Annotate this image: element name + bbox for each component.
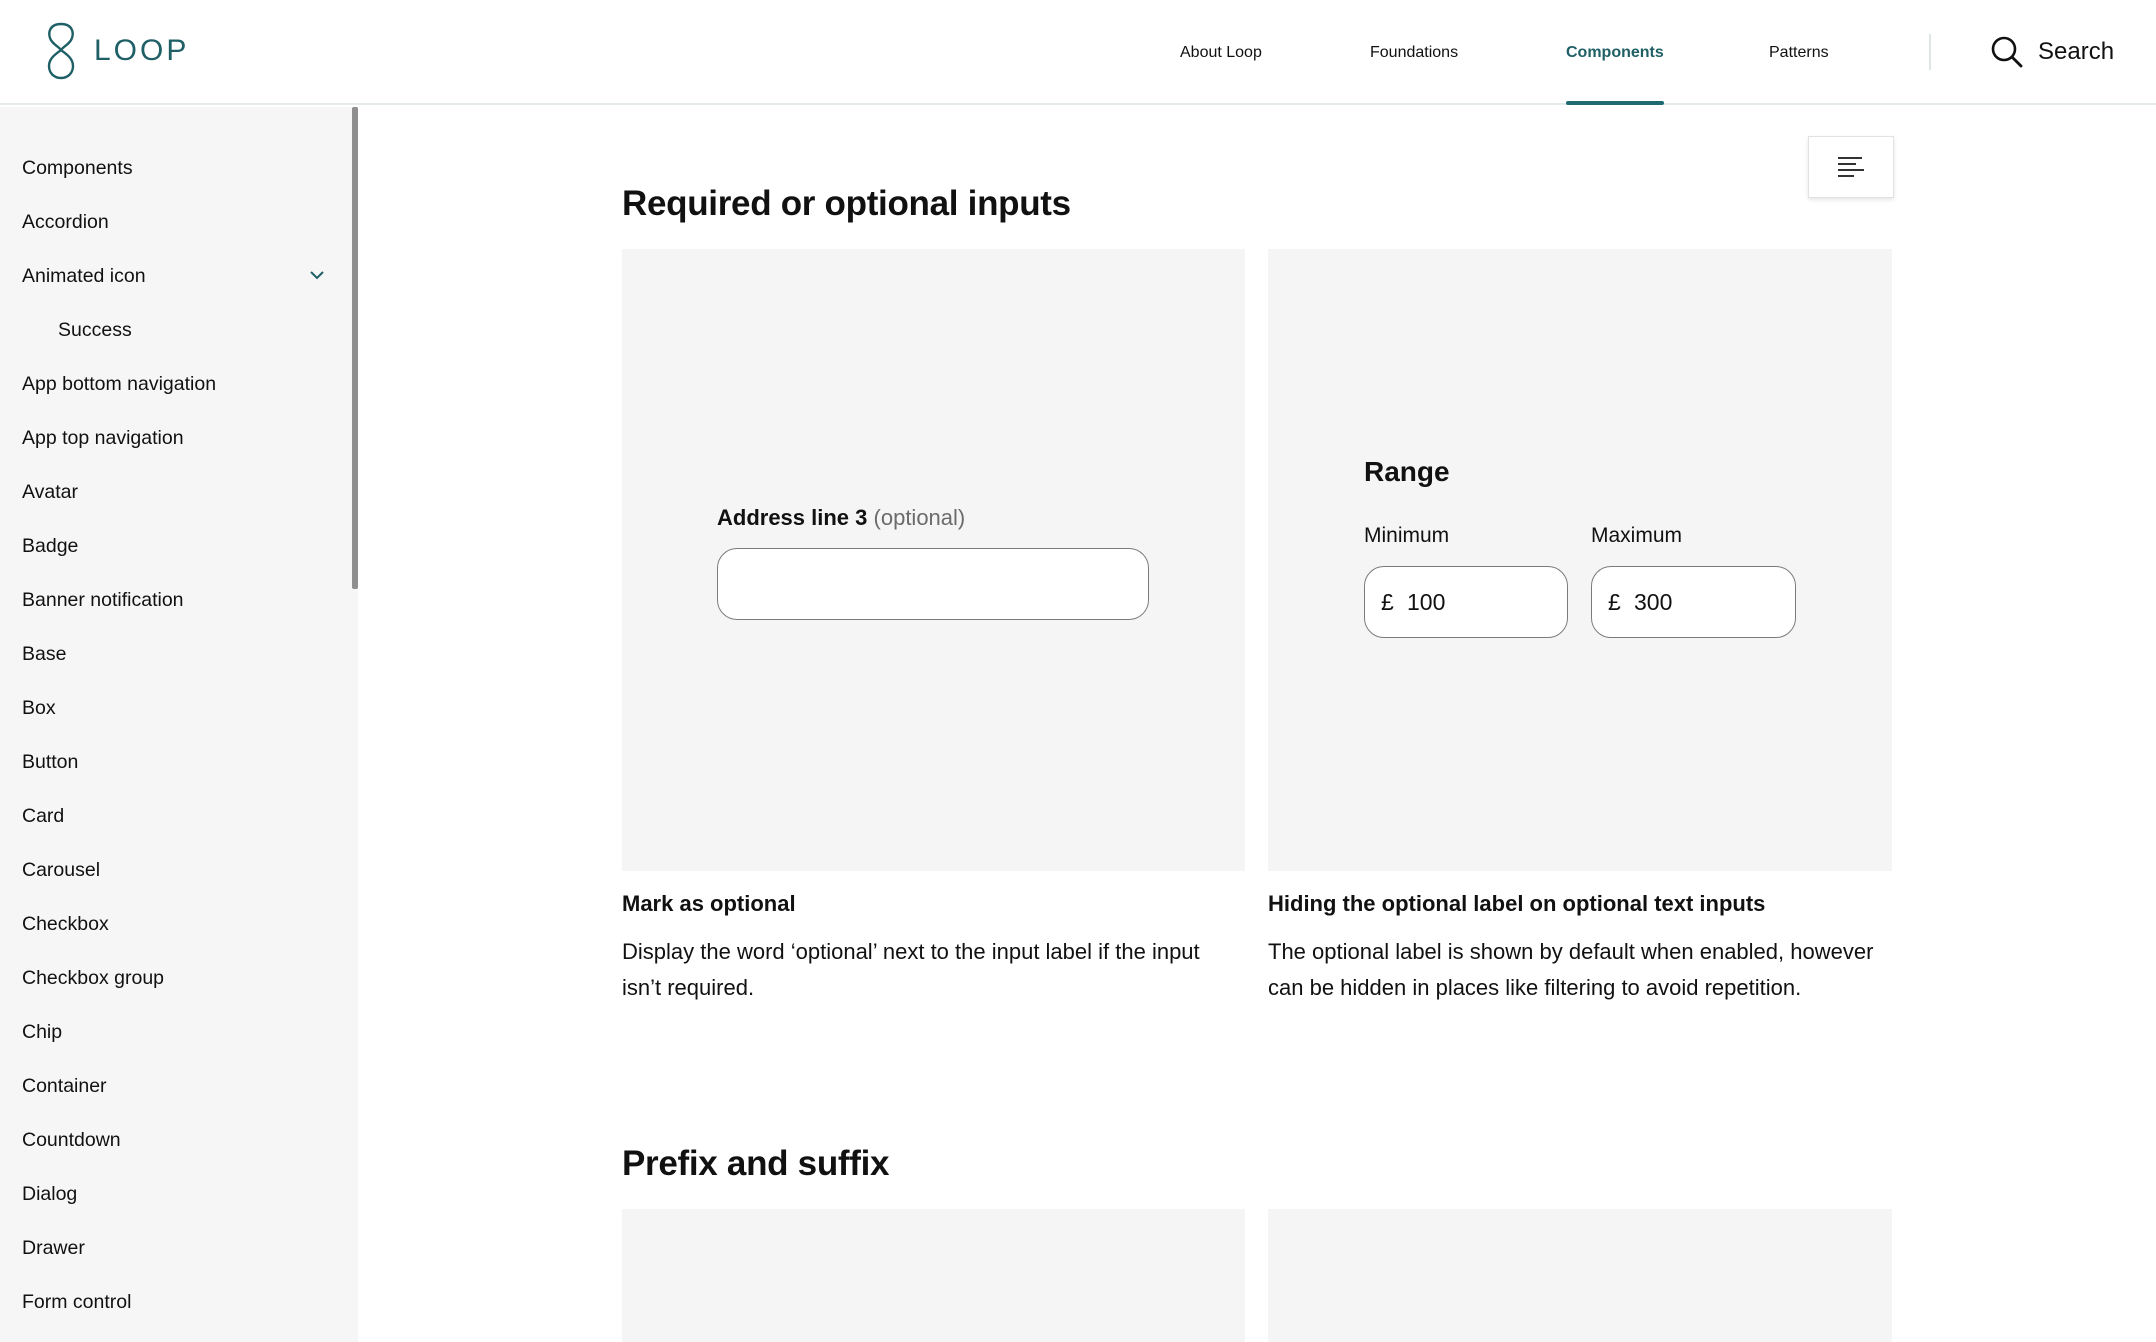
nav-divider: [1929, 34, 1931, 70]
top-header: [0, 0, 2156, 105]
maximum-label: Maximum: [1591, 524, 1683, 547]
sidebar-scrollbar[interactable]: [352, 107, 358, 589]
minimum-input[interactable]: [1364, 566, 1568, 638]
example-panel-suffix: [1268, 1209, 1892, 1342]
sidebar-item-form-control[interactable]: Form control: [22, 1291, 132, 1313]
sidebar-item-carousel[interactable]: Carousel: [22, 859, 101, 881]
sidebar-item-badge[interactable]: Badge: [22, 535, 79, 557]
address-label: [717, 505, 965, 531]
sidebar-item-avatar[interactable]: Avatar: [22, 481, 79, 503]
caption-text-hiding: The optional label is shown by default when enabled, however can be hidden in places like filtering to avoid repetition.: [1268, 939, 1874, 1000]
search-label: Search: [2038, 38, 2115, 65]
nav-foundations[interactable]: Foundations: [1370, 44, 1459, 61]
sidebar-item-dialog[interactable]: Dialog: [22, 1183, 78, 1205]
currency-prefix: £: [1381, 588, 1394, 615]
sidebar-item-checkbox-group[interactable]: Checkbox group: [22, 967, 165, 989]
nav-patterns[interactable]: Patterns: [1769, 44, 1829, 61]
sidebar-item-countdown[interactable]: Countdown: [22, 1129, 121, 1151]
logo-text: LOOP: [94, 34, 190, 67]
sidebar-item-app-top-navigation[interactable]: App top navigation: [22, 427, 184, 449]
sidebar-item-container[interactable]: Container: [22, 1075, 107, 1097]
sidebar-item-card[interactable]: Card: [22, 805, 65, 827]
loop-logo-icon: [44, 22, 78, 80]
sidebar-item-accordion[interactable]: Accordion: [22, 211, 109, 233]
sidebar-item-banner-notification[interactable]: Banner notification: [22, 589, 184, 611]
address-line-3-input[interactable]: [717, 548, 1149, 620]
loop-logo[interactable]: [44, 22, 189, 80]
caption-text-optional: Display the word ‘optional’ next to the input label if the input isn’t required.: [622, 939, 1200, 1000]
text-align-left-icon: [1836, 155, 1866, 179]
sidebar-item-app-bottom-navigation[interactable]: App bottom navigation: [22, 373, 217, 395]
currency-prefix: £: [1608, 588, 1621, 615]
example-panel-prefix: [622, 1209, 1245, 1342]
sidebar-item-success[interactable]: Success: [58, 319, 132, 341]
sidebar-item-chip[interactable]: Chip: [22, 1021, 63, 1043]
address-label-text: Address line 3: [717, 505, 868, 530]
example-panel-range: [1268, 249, 1892, 871]
sidebar-item-checkbox[interactable]: Checkbox: [22, 913, 109, 935]
section-heading: Prefix and suffix: [622, 1144, 890, 1183]
maximum-input[interactable]: [1591, 566, 1796, 638]
sidebar-item-button[interactable]: Button: [22, 751, 79, 773]
minimum-value: 100: [1407, 588, 1446, 615]
sidebar-item-animated-icon[interactable]: Animated icon: [22, 265, 146, 287]
sidebar-item-drawer[interactable]: Drawer: [22, 1237, 85, 1259]
nav-components[interactable]: Components: [1566, 0, 1664, 105]
caption-title-hiding: Hiding the optional label on optional text inputs: [1268, 891, 1766, 916]
search-button[interactable]: [1990, 30, 2114, 74]
range-title: Range: [1364, 456, 1450, 487]
section-heading: Required or optional inputs: [622, 184, 1071, 223]
optional-tag: (optional): [873, 505, 966, 530]
minimum-label: Minimum: [1364, 524, 1450, 547]
sidebar: [0, 107, 358, 1342]
sidebar-item-base[interactable]: Base: [22, 643, 67, 665]
caption-title-optional: Mark as optional: [622, 891, 796, 916]
nav-about-loop[interactable]: About Loop: [1180, 44, 1262, 61]
table-of-contents-button[interactable]: [1808, 136, 1894, 198]
sidebar-item-components[interactable]: Components: [22, 157, 133, 179]
sidebar-item-box[interactable]: Box: [22, 697, 56, 719]
maximum-value: 300: [1634, 588, 1673, 615]
search-icon: [1990, 35, 2024, 69]
chevron-down-icon[interactable]: [308, 268, 326, 286]
